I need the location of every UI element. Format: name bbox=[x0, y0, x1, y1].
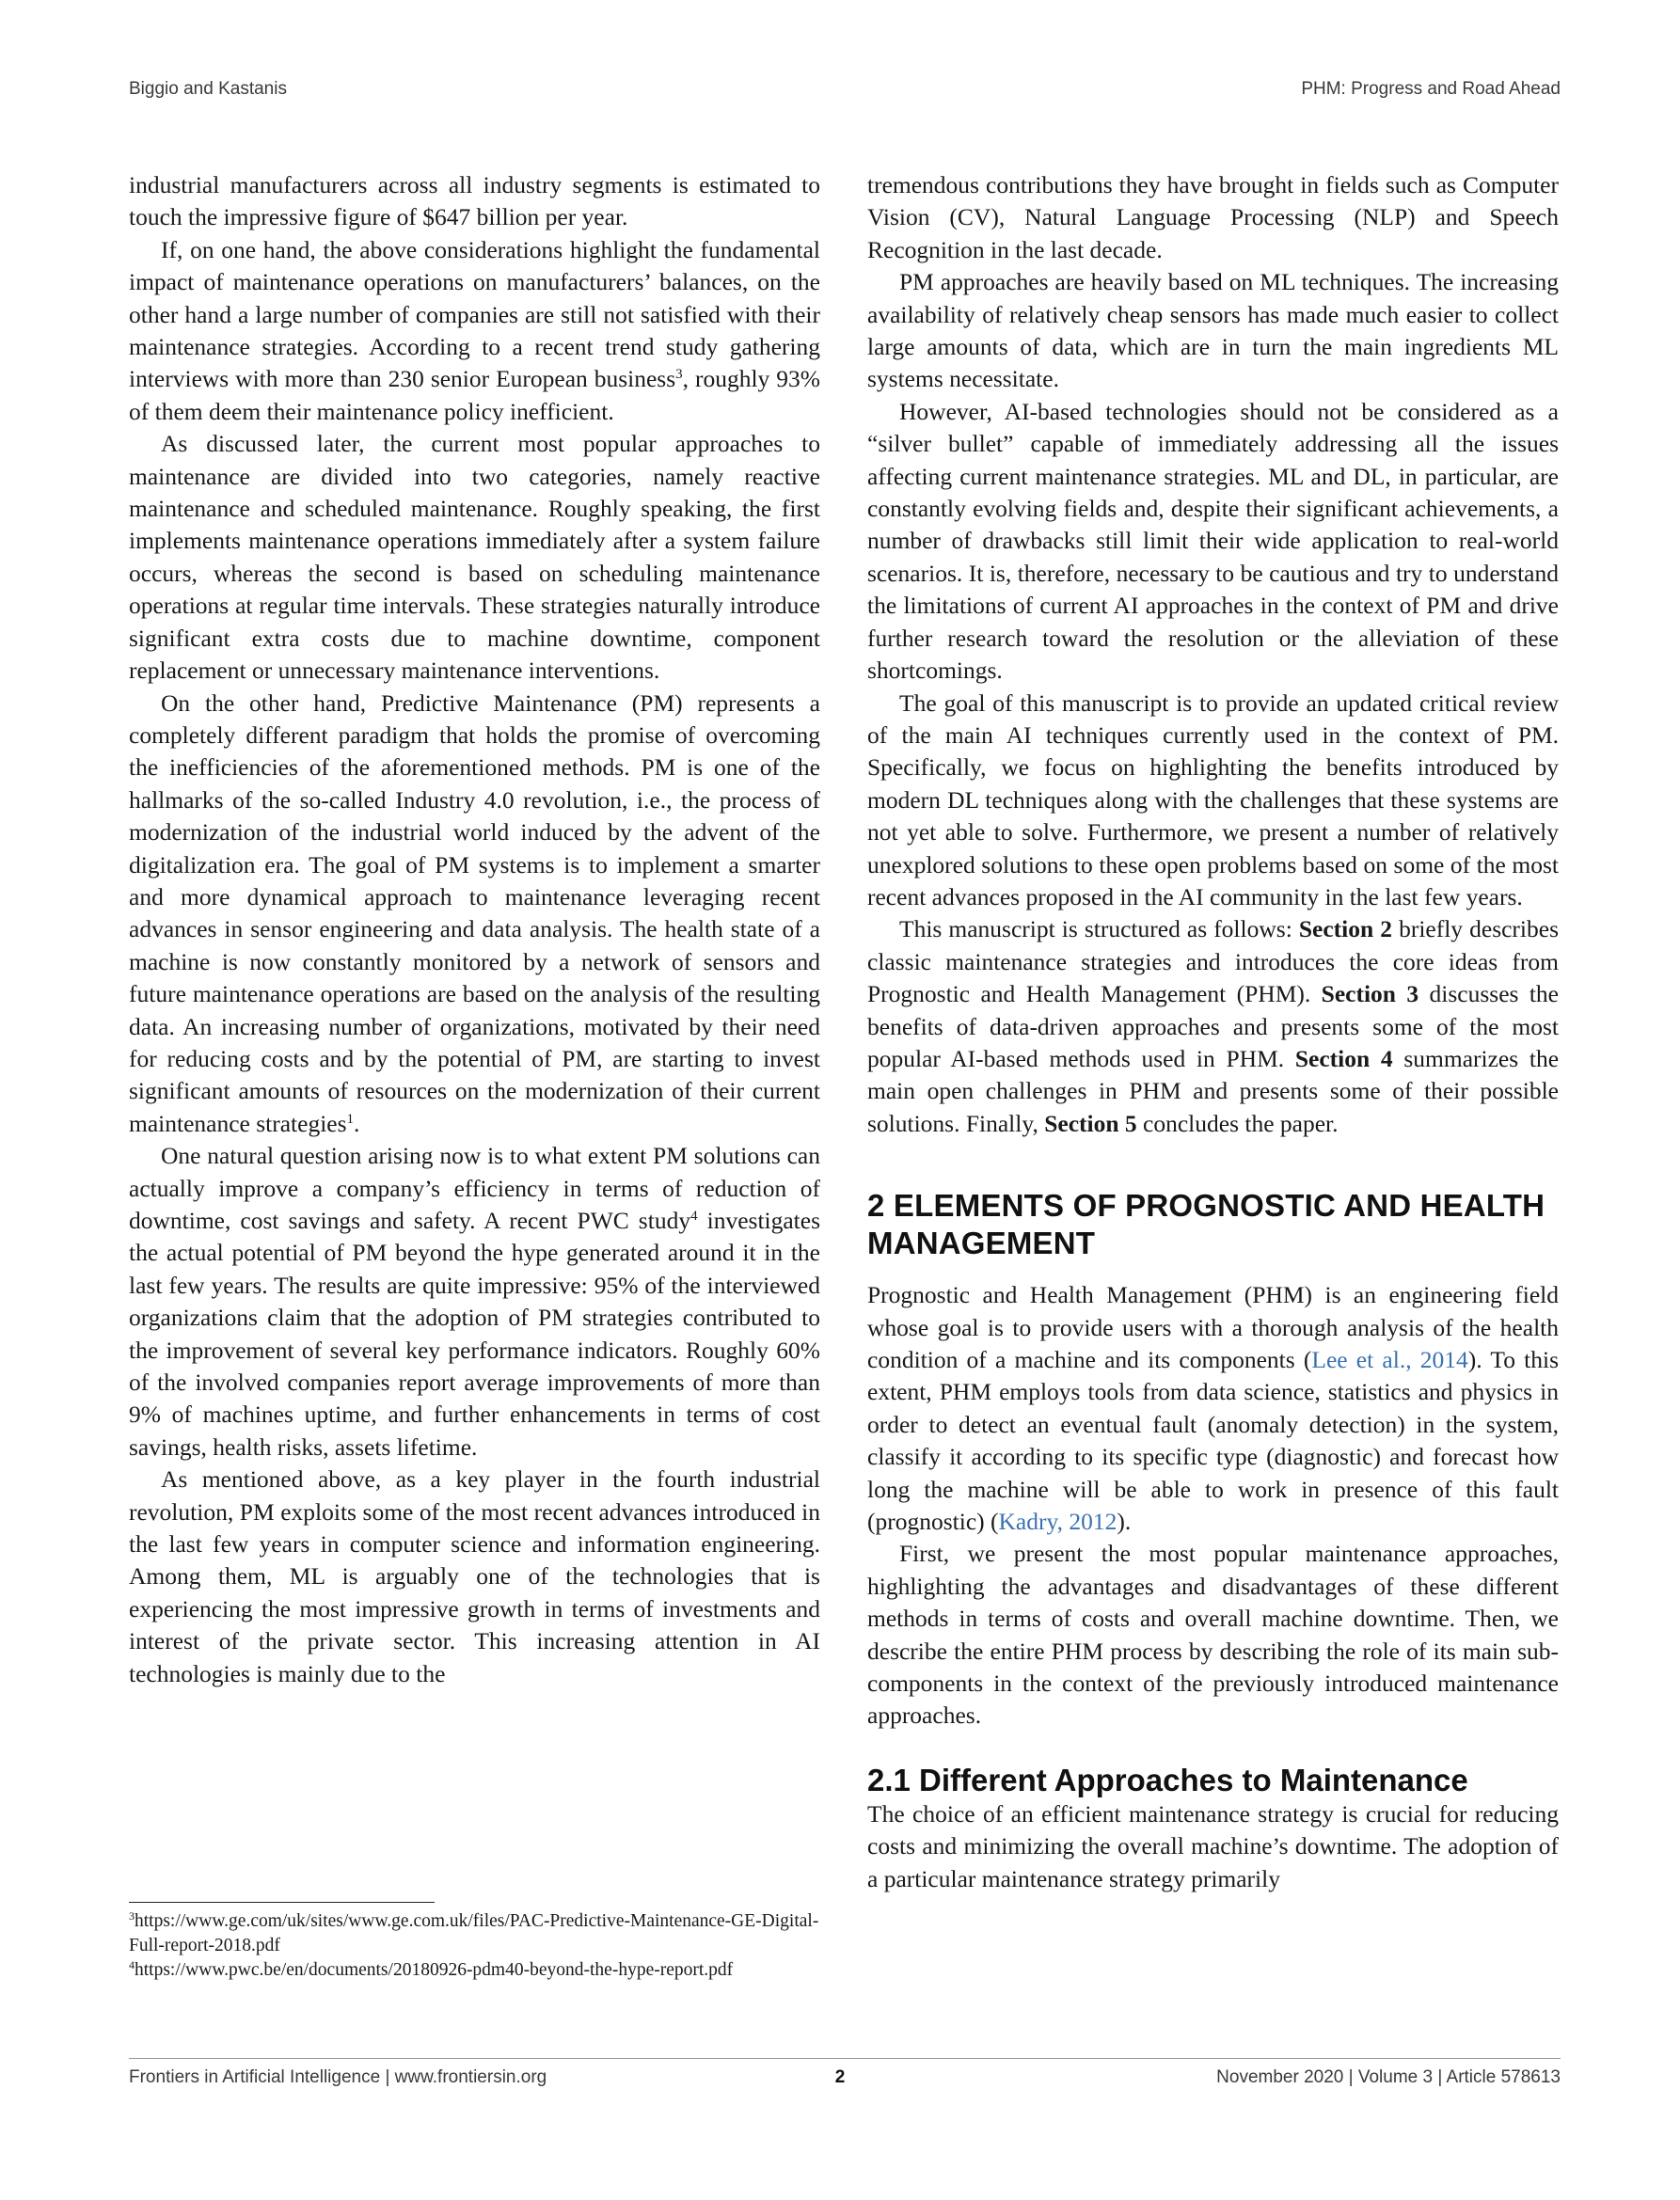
footnote-number: 3 bbox=[129, 1909, 135, 1923]
footnote-number: 4 bbox=[129, 1957, 135, 1971]
paragraph-text: industrial manufacturers across all industry segments is estimated to touch the impressive figure of $647 billion per year. bbox=[129, 171, 820, 231]
paragraph bbox=[867, 1798, 1559, 1895]
paragraph bbox=[867, 169, 1559, 266]
paragraph-text: ). To this extent, PHM employs tools from data science, statistics and physics in order to detect an eventual fault (anomaly detection) in the system, classify it according to its specific type (diagnostic) and forecast how long the machine will be able to work in presence of this fault (prognostic) ( bbox=[867, 1346, 1559, 1536]
footnote-url-link[interactable]: https://www.pwc.be/en/documents/20180926-pdm40-beyond-the-hype-report.pdf bbox=[135, 1959, 734, 1980]
paragraph bbox=[129, 1464, 820, 1690]
paragraph bbox=[129, 169, 820, 234]
footnote-divider bbox=[129, 1902, 435, 1903]
paragraph-text: summarizes the main open challenges in PHM and presents some of their possible solutions. Finally, bbox=[867, 1044, 1560, 1137]
paragraph bbox=[129, 688, 820, 1141]
footnote-marker: 3 bbox=[675, 367, 683, 383]
footer-divider bbox=[129, 2058, 1561, 2059]
section-reference-link[interactable]: Section 4 bbox=[1294, 1044, 1393, 1072]
footer-issue-info: November 2020 | Volume 3 | Article 578613 bbox=[1216, 2067, 1561, 2087]
paragraph-text: tremendous contributions they have brought in fields such as Computer Vision (CV), Natural Language Processing (NLP) and Speech Recognition in the last decade. bbox=[867, 171, 1559, 263]
right-column bbox=[867, 169, 1559, 1895]
left-column bbox=[129, 169, 820, 1690]
paragraph-text: PM approaches are heavily based on ML techniques. The increasing availability of relatively cheap sensors has made much easier to collect large amounts of data, which are in turn the main ingredients ML systems necessitate. bbox=[867, 268, 1559, 393]
paragraph-text: discusses the benefits of data-driven approaches and presents some of the most popular AI-based methods used in PHM. bbox=[867, 980, 1559, 1072]
paragraph-text: Prognostic and Health Management (PHM) is an engineering field whose goal is to provide users with a thorough analysis of the health condition of a machine and its components ( bbox=[867, 1281, 1559, 1373]
paragraph-text: First, we present the most popular maintenance approaches, highlighting the advantages and disadvantages of these different methods in terms of costs and overall machine downtime. Then, we describe the entire PHM process by describing the role of its main sub-components in the context of the previously introduced maintenance approaches. bbox=[867, 1540, 1559, 1730]
paragraph-text: , roughly 93% of them deem their maintenance policy inefficient. bbox=[129, 365, 820, 425]
paragraph-text: However, AI-based technologies should not be considered as a “silver bullet” capable of immediately addressing all the issues affecting current maintenance strategies. ML and DL, in particular, are constantly evolving fields and, despite their significant achievements, a number of drawbacks still limit their wide application to real-world scenarios. It is, therefore, necessary to be cautious and try to understand the limitations of current AI approaches in the context of PM and drive further research toward the resolution or the alleviation of these shortcomings. bbox=[867, 397, 1559, 685]
paragraph-text: As discussed later, the current most popular approaches to maintenance are divided into two categories, namely reactive maintenance and scheduled maintenance. Roughly speaking, the first implements maintenance operations immediately after a system failure occurs, whereas the second is based on scheduling maintenance operations at regular time intervals. These strategies naturally introduce significant extra costs due to machine downtime, component replacement or unnecessary maintenance interventions. bbox=[129, 430, 820, 685]
paragraph bbox=[867, 1279, 1559, 1538]
citation-link[interactable]: Kadry, 2012 bbox=[998, 1508, 1117, 1536]
paragraph-text: ). bbox=[1117, 1508, 1132, 1536]
footnote-marker: 4 bbox=[690, 1209, 698, 1224]
paragraph bbox=[129, 428, 820, 687]
paragraph-text: briefly describes classic maintenance strategies and introduces the core ideas from Prognostic and Health Management (PHM). bbox=[867, 915, 1559, 1008]
section-reference-link[interactable]: Section 5 bbox=[1044, 1109, 1137, 1137]
paragraph-text: This manuscript is structured as follows: bbox=[899, 915, 1299, 943]
paragraph-text: concludes the paper. bbox=[1136, 1109, 1339, 1137]
footnote-url-link[interactable]: https://www.ge.com/uk/sites/www.ge.com.uk/files/PAC-Predictive-Maintenance-GE-Digital-Full-report-2018.pdf bbox=[129, 1911, 819, 1955]
paragraph-text: One natural question arising now is to what extent PM solutions can actually improve a company’s efficiency in terms of reduction of downtime, cost savings and safety. A recent PWC study bbox=[129, 1142, 820, 1234]
paragraph bbox=[867, 1538, 1559, 1732]
running-head-authors: Biggio and Kastanis bbox=[129, 79, 287, 99]
paragraph bbox=[129, 1140, 820, 1464]
section-heading: 2 ELEMENTS OF PROGNOSTIC AND HEALTH MANAGEMENT bbox=[867, 1188, 1545, 1261]
footnote bbox=[129, 1958, 820, 1983]
running-head-title: PHM: Progress and Road Ahead bbox=[1301, 79, 1561, 99]
paragraph-text: As mentioned above, as a key player in the fourth industrial revolution, PM exploits some of the most recent advances introduced in the last few years in computer science and information engineering. Among them, ML is arguably one of the technologies that is experiencing the most impressive growth in terms of investments and interest of the private sector. This increasing attention in AI technologies is mainly due to the bbox=[129, 1465, 820, 1687]
subsection-heading: 2.1 Different Approaches to Maintenance bbox=[867, 1762, 1468, 1797]
footer-page-number: 2 bbox=[834, 2067, 846, 2087]
footnote bbox=[129, 1909, 820, 1958]
footer-journal-link[interactable]: Frontiers in Artificial Intelligence | www.frontiersin.org bbox=[129, 2067, 547, 2087]
section-reference-link[interactable]: Section 3 bbox=[1321, 980, 1419, 1008]
footnotes bbox=[129, 1909, 820, 1982]
paragraph-text: If, on one hand, the above considerations highlight the fundamental impact of maintenance operations on manufacturers’ balances, on the other hand a large number of companies are still not satisfied with their maintenance strategies. According to a recent trend study gathering interviews with more than 230 senior European business bbox=[129, 235, 820, 393]
citation-link[interactable]: Lee et al., 2014 bbox=[1311, 1346, 1468, 1373]
footnote-marker: 1 bbox=[346, 1111, 355, 1127]
paragraph bbox=[867, 913, 1559, 1140]
paragraph bbox=[867, 396, 1559, 688]
paragraph-text: investigates the actual potential of PM beyond the hype generated around it in the last few years. The results are quite impressive: 95% of the interviewed organizations claim that the adoption of PM strategies contributed to the improvement of several key performance indicators. Roughly 60% of the involved companies report average improvements of more than 9% of machines uptime, and further enhancements in terms of cost savings, health risks, assets lifetime. bbox=[129, 1207, 821, 1461]
paragraph bbox=[129, 234, 820, 428]
paragraph-text: The goal of this manuscript is to provide an updated critical review of the main AI techniques currently used in the context of PM. Specifically, we focus on highlighting the benefits introduced by modern DL techniques along with the challenges that these systems are not yet able to solve. Furthermore, we present a number of relatively unexplored solutions to these open problems based on some of the most recent advances proposed in the AI community in the last few years. bbox=[867, 688, 1559, 910]
paragraph bbox=[867, 266, 1559, 396]
paragraph-text: . bbox=[354, 1109, 360, 1137]
paragraph bbox=[867, 688, 1559, 914]
section-reference-link[interactable]: Section 2 bbox=[1298, 915, 1393, 943]
paragraph-text: The choice of an efficient maintenance strategy is crucial for reducing costs and minimizing the overall machine’s downtime. The adoption of a particular maintenance strategy primarily bbox=[867, 1799, 1559, 1892]
paragraph-text: On the other hand, Predictive Maintenance (PM) represents a completely different paradigm that holds the promise of overcoming the inefficiencies of the aforementioned methods. PM is one of the hallmarks of the so-called Industry 4.0 revolution, i.e., the process of modernization of the industrial world induced by the advent of the digitalization era. The goal of PM systems is to implement a smarter and more dynamical approach to maintenance leveraging recent advances in sensor engineering and data analysis. The health state of a machine is now constantly monitored by a network of sensors and future maintenance operations are based on the analysis of the resulting data. An increasing number of organizations, motivated by their need for reducing costs and by the potential of PM, are starting to invest significant amounts of resources on the modernization of their current maintenance strategies bbox=[129, 688, 820, 1137]
